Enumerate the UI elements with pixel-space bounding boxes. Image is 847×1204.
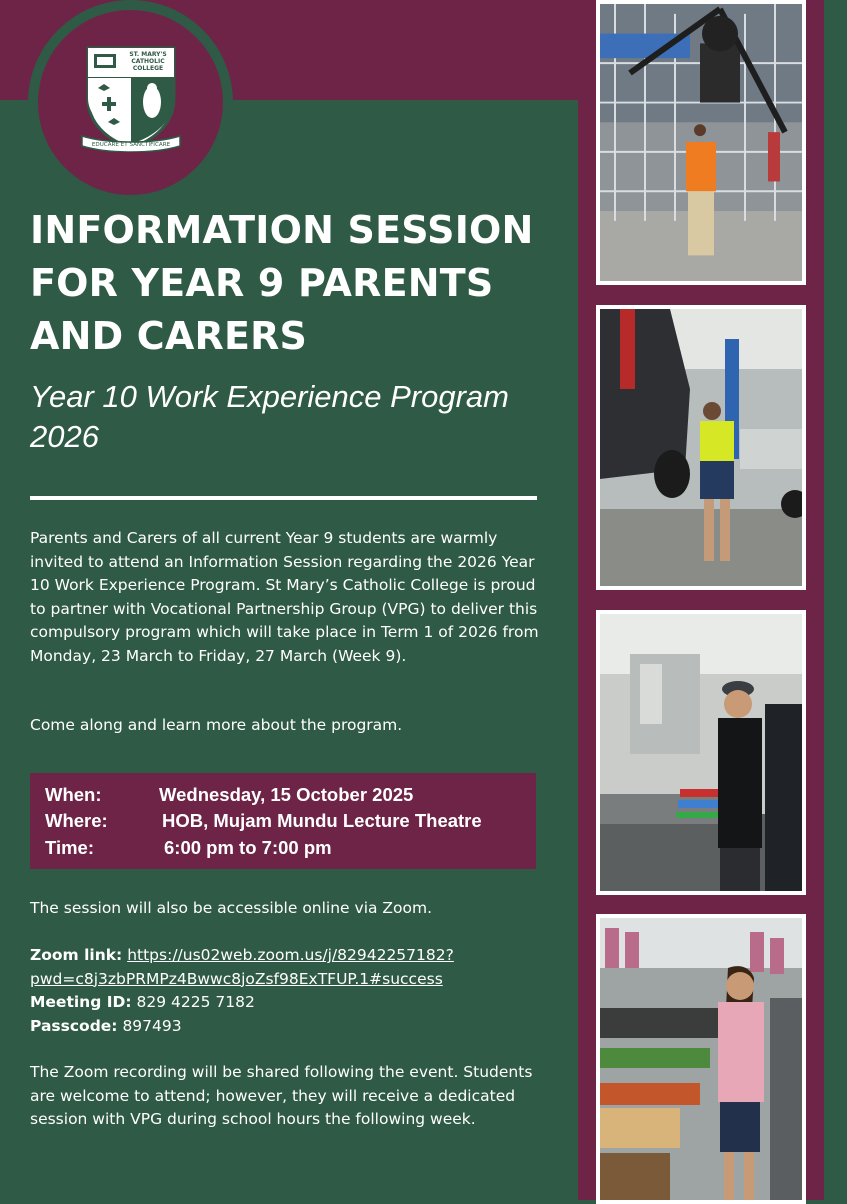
passcode-label: Passcode: xyxy=(30,1016,118,1035)
photo-student-aircraft-hangar xyxy=(596,0,806,285)
where-label: Where: xyxy=(45,810,108,831)
time-value: 6:00 pm to 7:00 pm xyxy=(164,837,332,858)
intro-paragraph: Parents and Carers of all current Year 9 students are warmly invited to attend an Information Session regarding the 2026 Year 10 Work Experience Program. St Mary’s Catholic College is proud to partner with Vocational Partnership Group (VPG) to deliver this compulsory program which will take place in Term 1 of 2026 from Monday, 23 March to Friday, 27 March (Week 9). xyxy=(30,529,539,665)
when-value: Wednesday, 15 October 2025 xyxy=(159,784,414,805)
zoom-link-part-1[interactable]: https://us02web.zoom.us/j/82942257182? xyxy=(127,946,454,964)
right-edge-strip xyxy=(824,0,847,1200)
photo-student-kitchen xyxy=(596,610,806,895)
crest-name-line-2: CATHOLIC xyxy=(131,58,165,65)
when-label: When: xyxy=(45,784,102,805)
school-crest-logo xyxy=(78,44,184,152)
where-value: HOB, Mujam Mundu Lecture Theatre xyxy=(162,810,482,831)
photo-student-mechanic-workshop xyxy=(596,305,806,590)
passcode-value: 897493 xyxy=(122,1016,182,1035)
page-subtitle: Year 10 Work Experience Program 2026 xyxy=(30,379,509,454)
zoom-link-line-2 xyxy=(30,968,560,992)
crest-name-line-3: COLLEGE xyxy=(132,65,164,72)
zoom-link-part-2[interactable]: pwd=c8j3zbPRMPz4Bwwc8joZsf98ExTFUP.1#success xyxy=(30,969,443,988)
crest-name-line-1: ST. MARY'S xyxy=(129,51,167,58)
meeting-id-value: 829 4225 7182 xyxy=(136,993,255,1011)
meeting-id-label: Meeting ID: xyxy=(30,993,132,1011)
meeting-id-line xyxy=(30,991,560,1015)
page-title: INFORMATION SESSION FOR YEAR 9 PARENTS AND CARERS xyxy=(30,208,534,358)
title-divider xyxy=(30,496,537,500)
recording-note: The Zoom recording will be shared following the event. Students are welcome to attend; however, they will receive a dedicated session with VPG during school hours the following week. xyxy=(30,1063,533,1128)
photo-student-produce-packing xyxy=(596,914,806,1204)
event-details-box xyxy=(30,773,536,869)
crest-motto: EDUCARE ET SANCTIFICARE xyxy=(91,142,171,148)
zoom-link-label: Zoom link: xyxy=(30,946,123,964)
come-along-text: Come along and learn more about the program. xyxy=(30,716,403,734)
online-note: The session will also be accessible online via Zoom. xyxy=(30,899,433,917)
zoom-details xyxy=(30,944,560,1038)
time-label: Time: xyxy=(45,837,95,858)
passcode-line xyxy=(30,1015,560,1039)
zoom-link-line-1 xyxy=(30,944,560,968)
